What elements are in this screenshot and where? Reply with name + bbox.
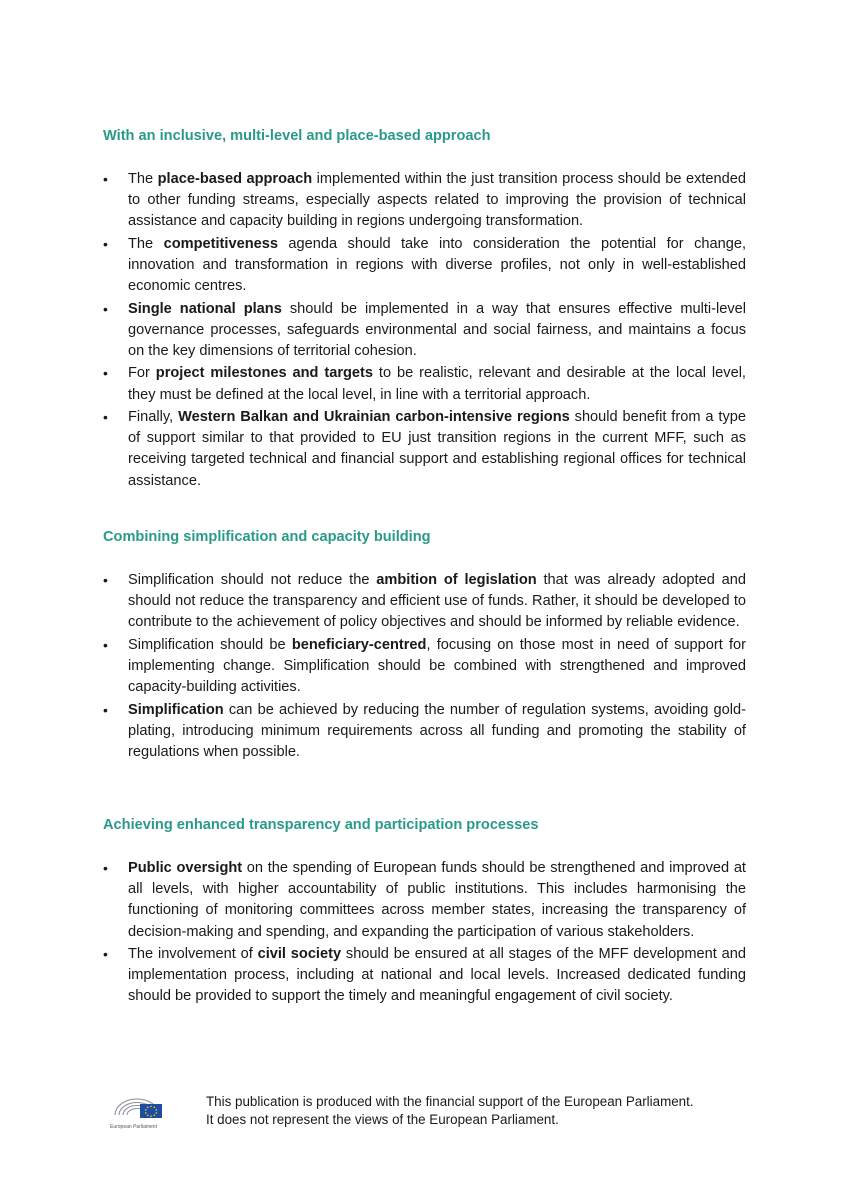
bullet-list [103,169,746,493]
footer-disclaimer [206,1093,694,1128]
list-item: • Single national plans should be implemented in a way that ensures effective multi-level governance processes, safeguards environmental and social fairness, and maintains a focus on the key dimensions of territorial cohesion. [103,300,746,359]
section-heading: Combining simplification and capacity building [103,529,431,545]
bullet-icon: • [103,300,108,317]
bullet-icon: • [103,860,108,876]
footer-line-1: This publication is produced with the financial support of the European Parliament. [206,1094,694,1109]
bullet-list [103,858,746,1009]
bullet-icon: • [103,572,108,588]
section-heading: Achieving enhanced transparency and participation processes [103,817,539,833]
list-item: • For project milestones and targets to be realistic, relevant and desirable at the local level, they must be defined at the local level, in line with a territorial approach. [103,365,746,403]
bullet-icon: • [103,365,108,382]
list-item: • The place-based approach implemented within the just transition process should be extended to other funding streams, especially aspects related to improving the provision of technical assistance and capacity building in regions undergoing transformation. [103,171,746,230]
list-item: • The involvement of civil society should be ensured at all stages of the MFF development and implementation process, including at national and local levels. Increased dedicated funding should be provided to support the timely and meaningful engagement of civil society. [103,946,746,1005]
footer-line-2: It does not represent the views of the European Parliament. [206,1111,559,1127]
section-heading: With an inclusive, multi-level and place-based approach [103,128,491,144]
list-item: • Simplification should not reduce the ambition of legislation that was already adopted and should not reduce the transparency and efficient use of funds. Rather, it should be developed to contribute to the achievement of policy objectives and should be informed by reliable evidence. [103,572,746,631]
list-item: • Simplification should be beneficiary-centred, focusing on those most in need of support for implementing change. Simplification should be combined with strengthened and improved capacity-building activities. [103,636,746,696]
list-item: • Public oversight on the spending of European funds should be strengthened and improved at all levels, with higher accountability of public institutions. This includes harmonising the functioning of monitoring committees across member states, increasing the transparency of decision-making and spending, and expanding the participation of various stakeholders. [103,860,746,940]
bullet-list [103,570,746,764]
european-parliament-logo [110,1093,170,1131]
list-item: • The competitiveness agenda should take into consideration the potential for change, innovation and transformation in regions with diverse profiles, not only in well-established economic centres. [103,235,746,295]
bullet-icon: • [103,636,108,653]
bullet-icon: • [103,235,108,252]
bullet-icon: • [103,408,108,425]
logo-caption: European Parliament [110,1124,157,1130]
list-item: • Finally, Western Balkan and Ukrainian carbon-intensive regions should benefit from a type of support similar to that provided to EU just transition regions in the current MFF, such as receiving targeted technical and financial support and establishing regional offices for technical assistance. [103,408,746,489]
list-item: • Simplification can be achieved by reducing the number of regulation systems, avoiding gold-plating, introducing minimum requirements across all funding and promoting the stability of regulations when possible. [103,701,746,760]
bullet-icon: • [103,171,108,187]
bullet-icon: • [103,946,108,962]
bullet-icon: • [103,701,108,718]
